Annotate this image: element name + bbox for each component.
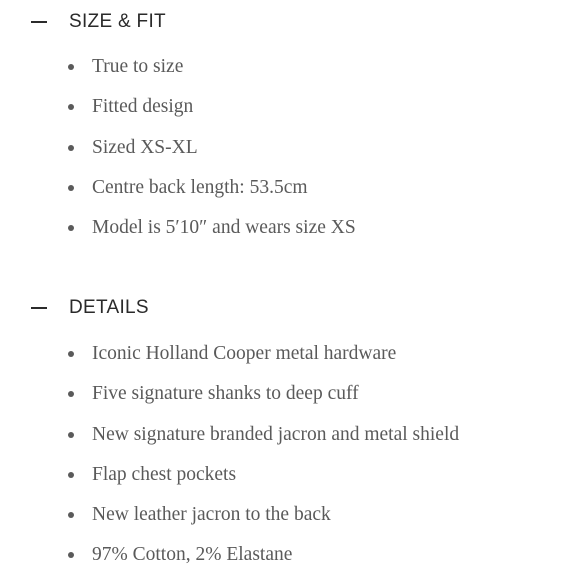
size-fit-header[interactable]	[0, 9, 580, 35]
list-item	[0, 381, 580, 421]
list-item	[0, 542, 580, 582]
bullet-dot-icon	[68, 432, 74, 438]
list-item-text: New signature branded jacron and metal shield	[92, 423, 460, 445]
list-item	[0, 462, 580, 502]
list-item-text: True to size	[92, 56, 184, 77]
list-item-text: Model is 5′10″ and wears size XS	[92, 217, 356, 239]
list-item-text: Iconic Holland Cooper metal hardware	[92, 343, 397, 364]
list-item-text: Fitted design	[92, 96, 194, 118]
collapse-dash-icon	[31, 307, 47, 309]
bullet-dot-icon	[68, 104, 74, 110]
list-item	[0, 215, 580, 255]
list-item	[0, 135, 580, 175]
list-item-text: Sized XS-XL	[92, 136, 198, 158]
details-list	[0, 341, 580, 583]
bullet-dot-icon	[68, 512, 74, 518]
bullet-dot-icon	[68, 472, 74, 478]
details-header[interactable]	[0, 295, 580, 321]
bullet-dot-icon	[68, 64, 74, 70]
list-item	[0, 94, 580, 134]
collapse-dash-icon	[31, 21, 47, 23]
details-section	[0, 295, 580, 583]
list-item	[0, 54, 580, 94]
size-fit-list	[0, 54, 580, 255]
bullet-dot-icon	[68, 225, 74, 231]
bullet-dot-icon	[68, 351, 74, 357]
list-item-text: 97% Cotton, 2% Elastane	[92, 544, 293, 566]
list-item	[0, 341, 580, 381]
list-item	[0, 422, 580, 462]
size-fit-section	[0, 9, 580, 255]
list-item-text: New leather jacron to the back	[92, 504, 331, 526]
bullet-dot-icon	[68, 552, 74, 558]
bullet-dot-icon	[68, 391, 74, 397]
section-title: SIZE & FIT	[69, 11, 166, 32]
bullet-dot-icon	[68, 145, 74, 151]
list-item-text: Five signature shanks to deep cuff	[92, 383, 359, 405]
list-item	[0, 175, 580, 215]
bullet-dot-icon	[68, 185, 74, 191]
list-item-text: Flap chest pockets	[92, 463, 237, 485]
list-item-text: Centre back length: 53.5cm	[92, 176, 308, 198]
section-title: DETAILS	[69, 297, 149, 318]
list-item	[0, 502, 580, 542]
